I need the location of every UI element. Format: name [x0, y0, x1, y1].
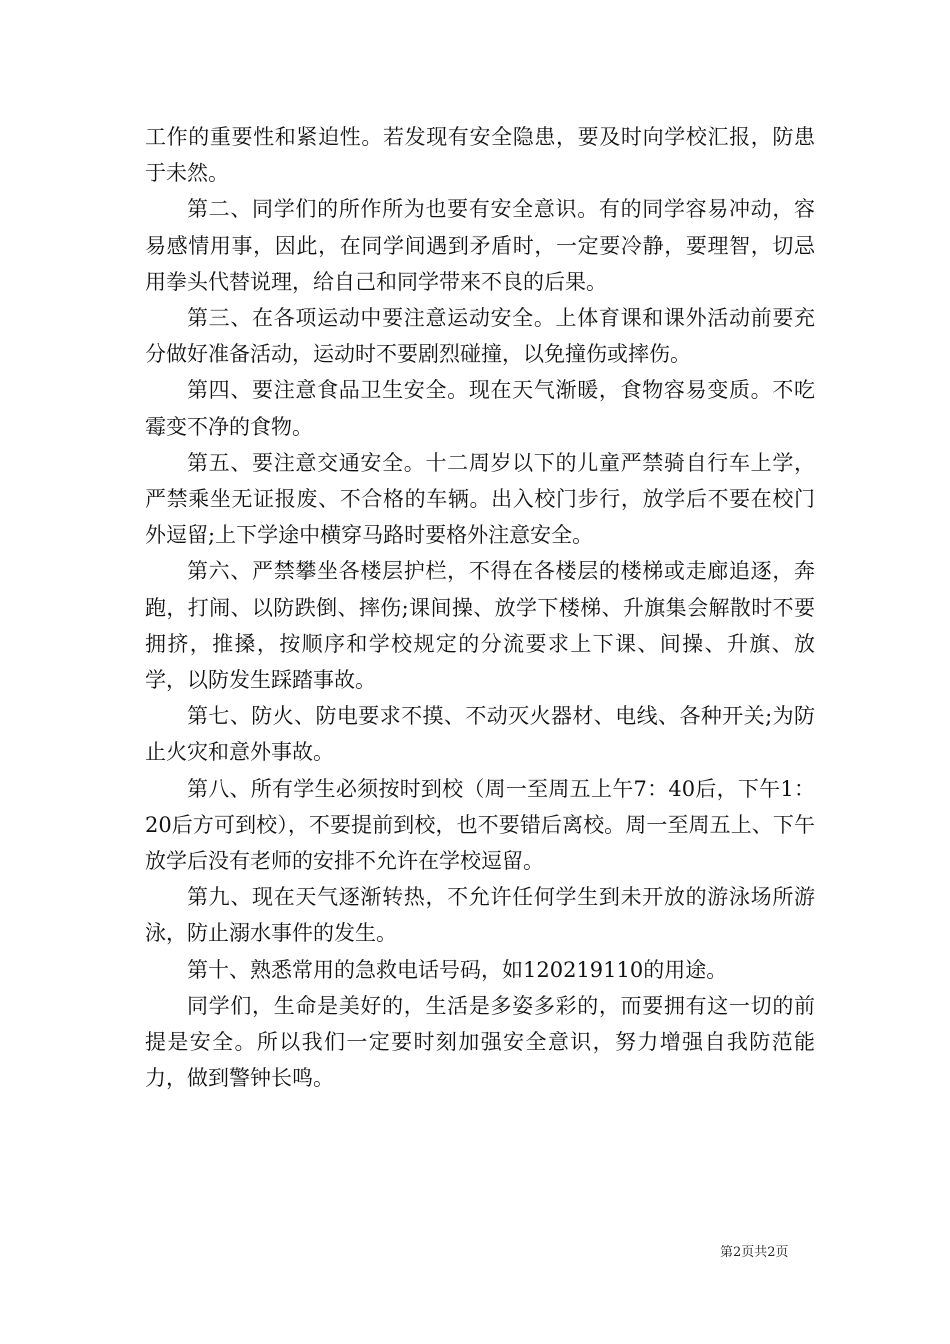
paragraph: 工作的重要性和紧迫性。若发现有安全隐患，要及时向学校汇报，防患于未然。 [145, 125, 815, 186]
paragraph: 第二、同学们的所作所为也要有安全意识。有的同学容易冲动，容易感情用事，因此，在同学间遇到矛盾时，一定要冷静，要理智，切忌用拳头代替说理，给自己和同学带来不良的后果。 [145, 197, 815, 294]
paragraph: 第四、要注意食品卫生安全。现在天气渐暖，食物容易变质。不吃霉变不净的食物。 [145, 378, 815, 439]
paragraph: 第五、要注意交通安全。十二周岁以下的儿童严禁骑自行车上学，严禁乘坐无证报废、不合格的车辆。出入校门步行，放学后不要在校门外逗留;上下学途中横穿马路时要格外注意安全。 [145, 450, 815, 548]
paragraph: 第八、所有学生必须按时到校（周一至周五上午7：40后，下午1：20后方可到校），不要提前到校，也不要错后离校。周一至周五上、下午放学后没有老师的安排不允许在学校逗留。 [145, 776, 815, 874]
paragraph: 第六、严禁攀坐各楼层护栏，不得在各楼层的楼梯或走廊追逐，奔跑，打闹、以防跌倒、摔伤;课间操、放学下楼梯、升旗集会解散时不要拥挤，推搡，按顺序和学校规定的分流要求上下课、间操、升旗、放学，以防发生踩踏事故。 [145, 559, 815, 693]
paragraph: 第九、现在天气逐渐转热，不允许任何学生到未开放的游泳场所游泳，防止溺水事件的发生。 [145, 885, 815, 946]
paragraph: 第三、在各项运动中要注意运动安全。上体育课和课外活动前要充分做好准备活动，运动时不要剧烈碰撞，以免撞伤或摔伤。 [145, 306, 815, 367]
paragraph: 第十、熟悉常用的急救电话号码，如120219110的用途。 [187, 957, 728, 982]
document-body [145, 119, 815, 1096]
page-number: 第2页共2页 [720, 1245, 789, 1260]
paragraph: 第七、防火、防电要求不摸、不动灭火器材、电线、各种开关;为防止火灾和意外事故。 [145, 704, 815, 765]
paragraph: 同学们，生命是美好的，生活是多姿多彩的，而要拥有这一切的前提是安全。所以我们一定要时刻加强安全意识，努力增强自我防范能力，做到警钟长鸣。 [145, 993, 815, 1091]
